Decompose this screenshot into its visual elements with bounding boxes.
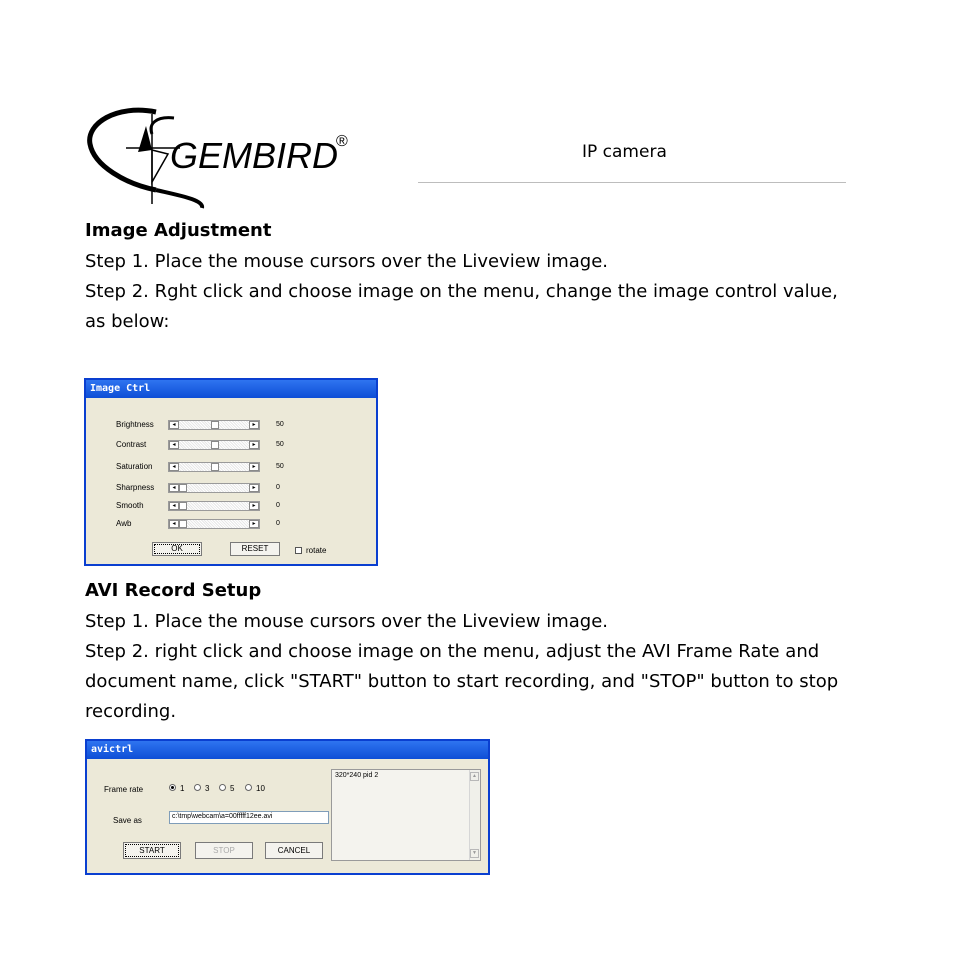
right-arrow-icon[interactable]: ▸ [249,520,259,528]
frame-rate-5-label: 5 [230,784,235,793]
image-ctrl-titlebar: Image Ctrl [86,380,376,398]
gembird-logo [86,104,366,210]
save-as-input[interactable]: c:\tmp\webcam\a=00fffff12ee.avi [169,811,329,824]
frame-rate-3-label: 3 [205,784,210,793]
start-button[interactable]: START [123,842,181,859]
slider-thumb[interactable] [211,463,219,471]
avi-record-heading: AVI Record Setup [85,580,262,601]
left-arrow-icon[interactable]: ◂ [169,463,179,471]
stop-button[interactable]: STOP [195,842,253,859]
left-arrow-icon[interactable]: ◂ [169,484,179,492]
frame-rate-label: Frame rate [104,785,144,794]
left-arrow-icon[interactable]: ◂ [169,421,179,429]
info-text: 320*240 pid 2 [335,772,379,779]
frame-rate-1-radio[interactable] [169,784,176,791]
left-arrow-icon[interactable]: ◂ [169,441,179,449]
slider-thumb[interactable] [211,441,219,449]
avictrl-window [85,739,490,875]
slider-thumb[interactable] [211,421,219,429]
frame-rate-5-radio[interactable] [219,784,226,791]
left-arrow-icon[interactable]: ◂ [169,502,179,510]
ok-button[interactable]: OK [152,542,202,556]
avi-step-2: Step 2. right click and choose image on the menu, adjust the AVI Frame Rate and document name, click "START" button to start recording, and "STOP" button to stop recording. [85,641,839,722]
right-arrow-icon[interactable]: ▸ [249,421,259,429]
image-step-1: Step 1. Place the mouse cursors over the Liveview image. [85,251,609,272]
smooth-label: Smooth [116,501,144,510]
right-arrow-icon[interactable]: ▸ [249,441,259,449]
rotate-checkbox[interactable] [295,547,302,554]
slider-thumb[interactable] [179,502,187,510]
contrast-label: Contrast [116,440,147,449]
registered-mark: ® [336,133,348,150]
frame-rate-1-label: 1 [180,784,185,793]
reset-button[interactable]: RESET [230,542,280,556]
avictrl-titlebar: avictrl [87,741,488,759]
brightness-label: Brightness [116,420,154,429]
image-adjustment-heading: Image Adjustment [85,220,272,241]
rotate-label: rotate [306,546,327,555]
smooth-slider[interactable] [168,501,260,511]
listbox-scrollbar[interactable] [469,770,480,860]
frame-rate-10-radio[interactable] [245,784,252,791]
frame-rate-3-radio[interactable] [194,784,201,791]
brightness-slider[interactable] [168,420,260,430]
saturation-label: Saturation [116,462,153,471]
header-title: IP camera [582,142,667,162]
right-arrow-icon[interactable]: ▸ [249,484,259,492]
sharpness-label: Sharpness [116,483,155,492]
sharpness-value: 0 [276,484,280,491]
slider-thumb[interactable] [179,520,187,528]
scroll-up-icon[interactable]: ▲ [470,772,479,781]
awb-slider[interactable] [168,519,260,529]
header-divider [418,182,846,183]
contrast-slider[interactable] [168,440,260,450]
brightness-value: 50 [276,421,284,428]
smooth-value: 0 [276,502,280,509]
image-ctrl-window [84,378,378,566]
info-listbox[interactable] [331,769,481,861]
frame-rate-10-label: 10 [256,784,265,793]
awb-label: Awb [116,519,132,528]
contrast-value: 50 [276,441,284,448]
brand-name: GEMBIRD [170,135,339,176]
slider-thumb[interactable] [179,484,187,492]
left-arrow-icon[interactable]: ◂ [169,520,179,528]
sharpness-slider[interactable] [168,483,260,493]
save-as-label: Save as [113,816,142,825]
awb-value: 0 [276,520,280,527]
saturation-slider[interactable] [168,462,260,472]
scroll-down-icon[interactable]: ▼ [470,849,479,858]
avi-step-1: Step 1. Place the mouse cursors over the Liveview image. [85,611,609,632]
right-arrow-icon[interactable]: ▸ [249,463,259,471]
cancel-button[interactable]: CANCEL [265,842,323,859]
image-step-2: Step 2. Rght click and choose image on the menu, change the image control value, as below: [85,281,838,332]
right-arrow-icon[interactable]: ▸ [249,502,259,510]
saturation-value: 50 [276,463,284,470]
